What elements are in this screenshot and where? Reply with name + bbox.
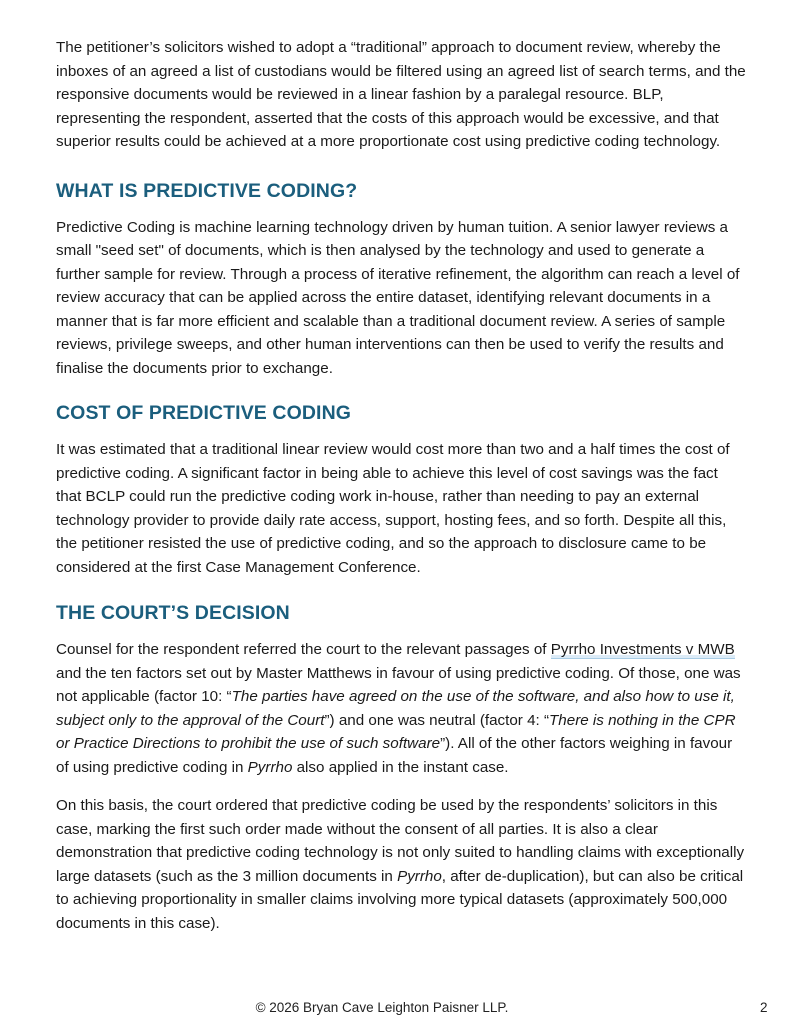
basis-text-1: On this basis, the court ordered that predictive coding be used by the respondents’ solicitors in this case, marking the first such order made without the consent of all parties. It is also a clear demonstration that predictive coding technology is not only suited to handling claims with exceptionally large datasets (such as the 3 million documents in [56,797,745,885]
case-name-pyrrho: Pyrrho [247,758,293,776]
paragraph-intro: The petitioner’s solicitors wished to adopt a “traditional” approach to document review, whereby the inboxes of an agreed a list of custodians would be filtered using an agreed list of search terms, and the responsive documents would be reviewed in a linear fashion by a paralegal resource. BLP, representing the respondent, asserted that the costs of this approach would be excessive, and that superior results could be achieved at a more proportionate cost using predictive coding technology. [56,39,746,150]
decision-text-3: ”) and one was neutral (factor 4: “ [324,711,550,729]
paragraph-what-is-predictive-coding: Predictive Coding is machine learning technology driven by human tuition. A senior lawyer reviews a small "seed set" of documents, which is then analysed by the technology and used to generate a further sample for review. Through a process of iterative refinement, the algorithm can reach a level of review accuracy that can be applied across the entire dataset, identifying relevant documents in a manner that is far more efficient and scalable than a traditional document review. A series of sample reviews, privilege sweeps, and other human interventions can then be used to verify the results and finalise the documents prior to exchange. [56,218,740,377]
factor-10-quote: The parties have agreed on the use of the software, and also how to use it, subject only to the approval of the Court [56,688,735,729]
decision-text-5: also applied in the instant case. [292,758,509,776]
document-body [56,36,746,935]
decision-text-2: and the ten factors set out by Master Matthews in favour of using predictive coding. Of those, one was not applicable (factor 10: “ [56,664,741,705]
paragraph-on-this-basis [56,794,746,935]
heading-courts-decision: THE COURT’S DECISION [56,602,290,624]
heading-cost-of-predictive-coding: COST OF PREDICTIVE CODING [56,402,352,424]
case-name-pyrrho-2: Pyrrho [397,867,442,885]
paragraph-courts-decision [56,638,746,779]
paragraph-cost-of-predictive-coding: It was estimated that a traditional linear review would cost more than two and a half times the cost of predictive coding. A significant factor in being able to achieve this level of cost savings was the fact that BCLP could run the predictive coding work in-house, rather than needing to pay an external technology provider to provide daily rate access, support, hosting fees, and so forth. Despite all this, the petitioner resisted the use of predictive coding, and so the approach to disclosure came to be considered at the first Case Management Conference. [56,441,730,576]
decision-text-4: ”). All of the other factors weighing in favour of using predictive coding in [56,735,733,776]
footer-copyright: © 2026 Bryan Cave Leighton Paisner LLP. [255,1000,509,1015]
factor-4-quote: There is nothing in the CPR or Practice Directions to prohibit the use of such software [56,711,736,752]
page-number: 2 [760,1000,768,1015]
heading-what-is-predictive-coding: WHAT IS PREDICTIVE CODING? [56,179,358,202]
pyrrho-case-link[interactable]: Pyrrho Investments v MWB [550,641,735,658]
page-footer [0,996,800,1020]
basis-text-2: , after de-duplication), but can also be critical to achieving proportionality in smaller claims involving more typical datasets (approximately 500,000 documents in this case). [56,867,744,932]
decision-text-1: Counsel for the respondent referred the court to the relevant passages of [56,641,551,658]
